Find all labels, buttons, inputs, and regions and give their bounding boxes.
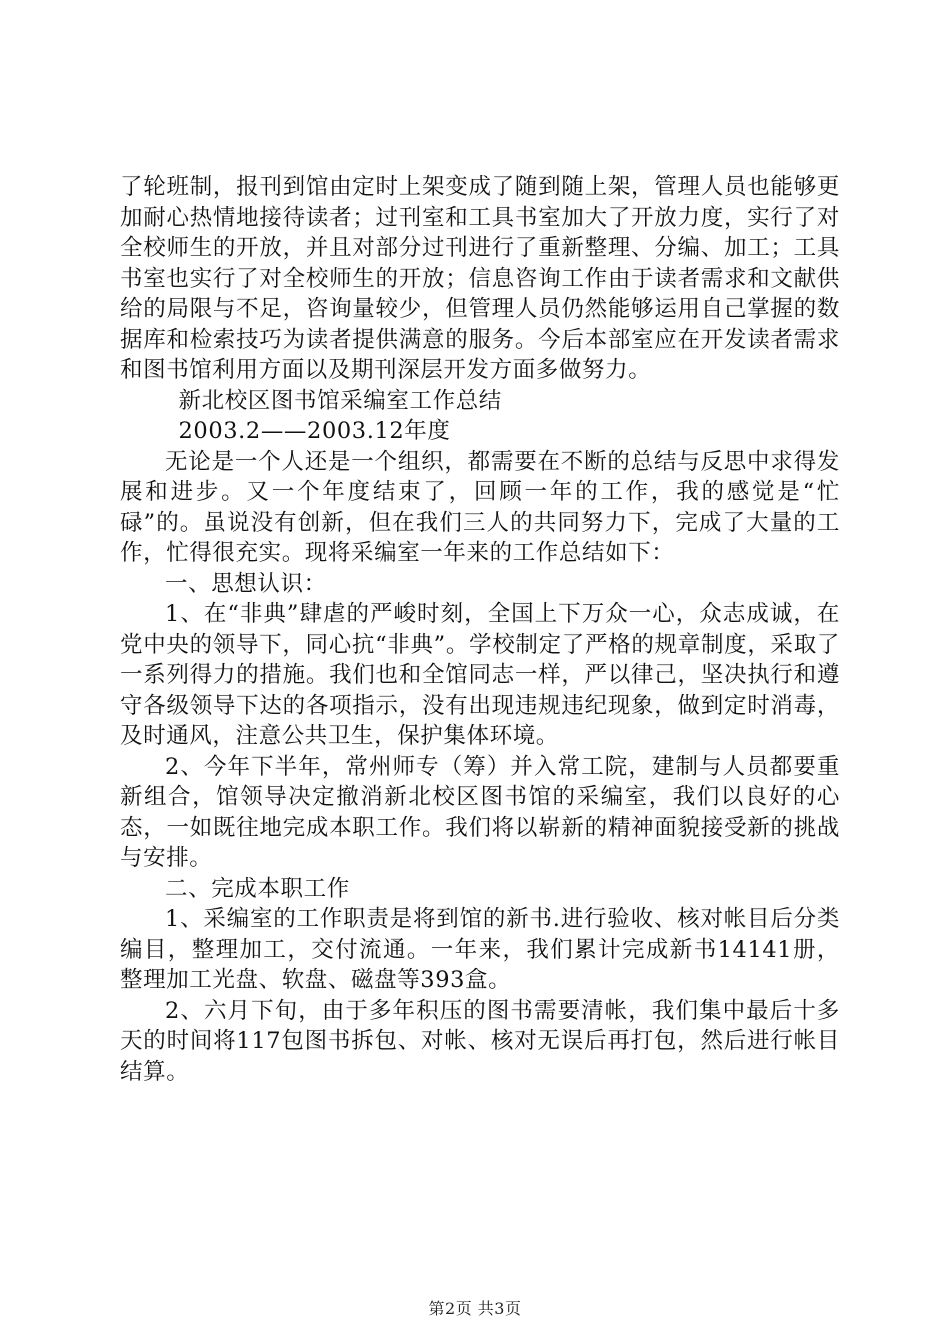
page-number-footer: 第2页 共3页 xyxy=(428,1299,522,1318)
subheading-thinking: 一、思想认识： xyxy=(165,570,327,597)
paragraph-thinking-1: 1、在“非典”肆虐的严峻时刻，全国上下万众一心，众志成诚，在党中央的领导下，同心抗“非典”。学校制定了严格的规章制度，采取了一系列得力的措施。我们也和全馆同志一样，严以律己，坚决执行和遵守各级领导下达的各项指示，没有出现违规违纪现象，做到定时消毒，及时通风，注意公共卫生，保护集体环境。 xyxy=(120,601,840,749)
paragraph-duties-2: 2、六月下旬，由于多年积压的图书需要清帐，我们集中最后十多天的时间将117包图书拆包、对帐、核对无误后再打包，然后进行帐目结算。 xyxy=(120,997,840,1085)
subheading-duties: 二、完成本职工作 xyxy=(165,875,350,902)
paragraph-continuation: 了轮班制，报刊到馆由定时上架变成了随到随上架，管理人员也能够更加耐心热情地接待读者；过刊室和工具书室加大了开放力度，实行了对全校师生的开放，并且对部分过刊进行了重新整理、分编、加工；工具书室也实行了对全校师生的开放；信息咨询工作由于读者需求和文献供给的局限与不足，咨询量较少，但管理人员仍然能够运用自己掌握的数据库和检索技巧为读者提供满意的服务。今后本部室应在开发读者需求和图书馆利用方面以及期刊深层开发方面多做努力。 xyxy=(120,174,840,383)
paragraph-intro: 无论是一个人还是一个组织，都需要在不断的总结与反思中求得发展和进步。又一个年度结束了，回顾一年的工作，我的感觉是“忙碌”的。虽说没有创新，但在我们三人的共同努力下，完成了大量的工作，忙得很充实。现将采编室一年来的工作总结如下： xyxy=(120,448,840,566)
paragraph-duties-1: 1、采编室的工作职责是将到馆的新书.进行验收、核对帐目后分类编目，整理加工，交付流通。一年来，我们累计完成新书14141册，整理加工光盘、软盘、磁盘等393盒。 xyxy=(120,906,840,993)
section-period: 2003.2——2003.12年度 xyxy=(178,418,451,444)
section-title: 新北校区图书馆采编室工作总结 xyxy=(178,387,502,414)
paragraph-thinking-2: 2、今年下半年，常州师专（筹）并入常工院，建制与人员都要重新组合，馆领导决定撤消新北校区图书馆的采编室，我们以良好的心态，一如既往地完成本职工作。我们将以崭新的精神面貌接受新的挑战与安排。 xyxy=(120,753,840,871)
document-body xyxy=(120,172,840,1087)
